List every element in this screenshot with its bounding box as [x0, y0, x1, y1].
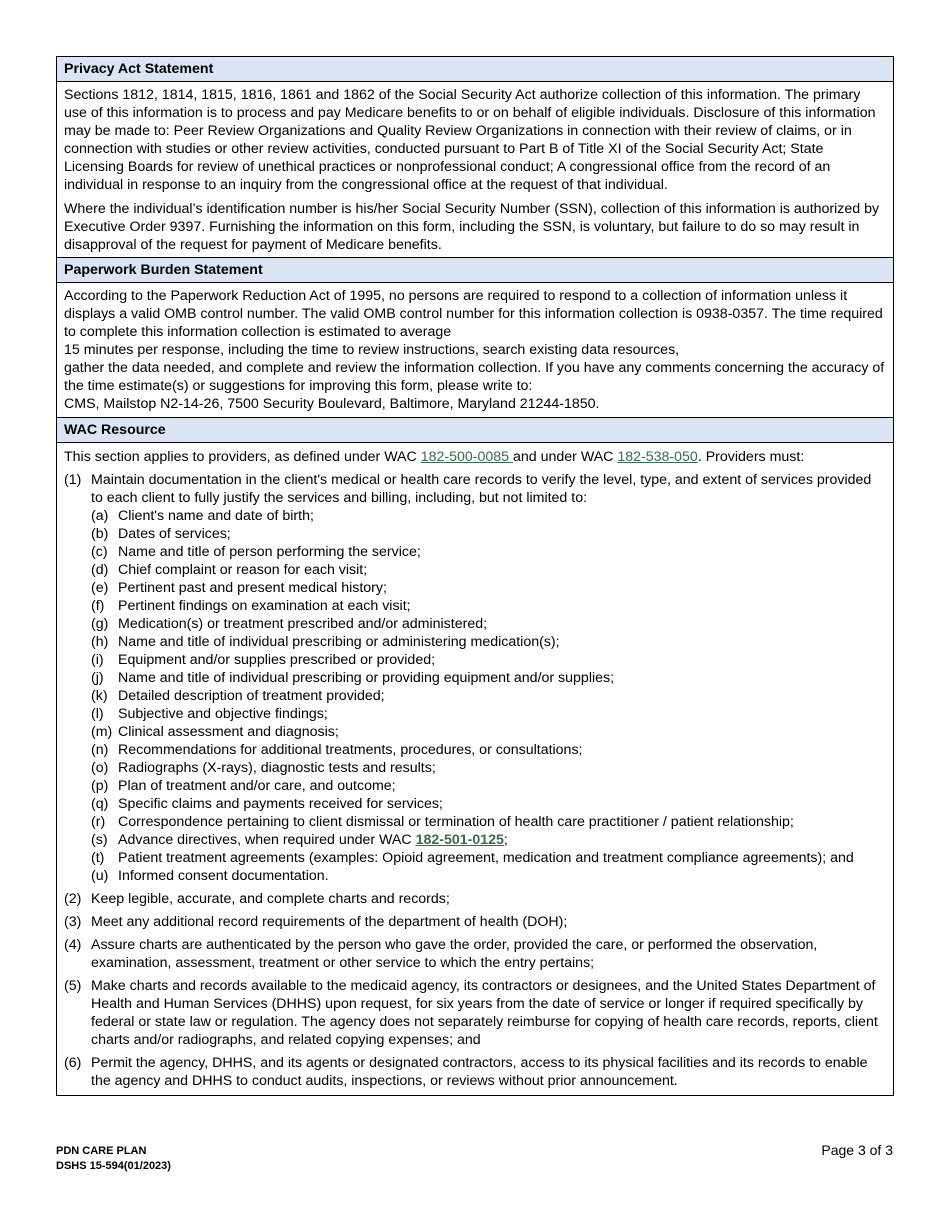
wac-intro-text: This section applies to providers, as defined under WAC — [64, 449, 421, 465]
list-item-text: Assure charts are authenticated by the person who gave the order, provided the care, or performed the observation, examination, assessment, treatment or other service to which the entry pertains; — [91, 937, 818, 971]
sub-item-text: Equipment and/or supplies prescribed or provided; — [118, 652, 436, 668]
sub-item-text: Name and title of individual prescribing or administering medication(s); — [118, 634, 560, 650]
sub-item-text: Name and title of person performing the service; — [118, 544, 421, 560]
list-item-text: Keep legible, accurate, and complete charts and records; — [91, 891, 450, 907]
sub-list-item — [91, 633, 886, 651]
sub-item-text: Pertinent past and present medical history; — [118, 580, 387, 596]
sub-item-text: Informed consent documentation. — [118, 868, 329, 884]
sub-list-item — [91, 525, 886, 543]
sub-item-label: (e) — [91, 580, 109, 596]
sub-item-text: Pertinent findings on examination at each visit; — [118, 598, 411, 614]
wac-link-182-501-0125[interactable]: 182-501-0125 — [415, 832, 504, 848]
wac-intro-text-mid: and under WAC — [513, 449, 618, 465]
sub-item-label: (d) — [91, 562, 109, 578]
sub-item-text: Dates of services; — [118, 526, 231, 542]
wac-intro — [64, 448, 886, 466]
list-item — [64, 471, 886, 885]
sub-list-item — [91, 651, 886, 669]
sub-item-text: Clinical assessment and diagnosis; — [118, 724, 339, 740]
wac-link-182-538-050[interactable]: 182-538-050 — [617, 449, 698, 465]
sub-item-label: (k) — [91, 688, 108, 704]
list-item-number: (4) — [64, 937, 82, 953]
sub-item-label: (u) — [91, 868, 109, 884]
sub-item-label: (q) — [91, 796, 109, 812]
sub-list-item — [91, 669, 886, 687]
sub-item-text: Recommendations for additional treatments, procedures, or consultations; — [118, 742, 583, 758]
sub-item-label: (i) — [91, 652, 104, 668]
paperwork-line-1: According to the Paperwork Reduction Act of 1995, no persons are required to respond to a collection of information unless it displays a valid OMB control number. The valid OMB control number for this information collection is 0938-0357. The time required to complete this information collection is estimated to average — [64, 288, 883, 340]
list-item-number: (1) — [64, 472, 82, 488]
list-item-text: Permit the agency, DHHS, and its agents or designated contractors, access to its physical facilities and its records to enable the agency and DHHS to conduct audits, inspections, or reviews without prior announcement. — [91, 1055, 868, 1089]
sub-item-label: (h) — [91, 634, 109, 650]
wac-resource-header: WAC Resource — [57, 418, 893, 443]
sub-item-text-end: ; — [503, 832, 508, 848]
list-item-text: Meet any additional record requirements of the department of health (DOH); — [91, 914, 568, 930]
sub-item-label: (j) — [91, 670, 104, 686]
wac-intro-text-end: . Providers must: — [697, 449, 805, 465]
form-footer — [56, 1144, 171, 1174]
sub-list-item — [91, 543, 886, 561]
wac-link-182-500-0085[interactable]: 182-500-0085 — [420, 449, 513, 465]
page-number: Page 3 of 3 — [821, 1142, 893, 1158]
sub-list-item — [91, 597, 886, 615]
sub-list-item — [91, 687, 886, 705]
privacy-paragraph-1: Sections 1812, 1814, 1815, 1816, 1861 and 1862 of the Social Security Act authorize collection of this information. The primary use of this information is to process and pay Medicare benefits to or on behalf of eligible individuals. Disclosure of this information may be made to: Peer Review Organizations and Quality Review Organizations in connection with their review of claims, or in connection with studies or other review activities, conducted pursuant to Part B of Title XI of the Social Security Act; State Licensing Boards for review of unethical practices or nonprofessional conduct; A congressional office from the record of an individual in response to an inquiry from the congressional office at the request of that individual. — [64, 87, 876, 193]
sub-list-item — [91, 831, 886, 849]
privacy-paragraph-2: Where the individual’s identification number is his/her Social Security Number (SSN), collection of this information is authorized by Executive Order 9397. Furnishing the information on this form, including the SSN, is voluntary, but failure to do so may result in disapproval of the request for payment of Medicare benefits. — [64, 201, 880, 253]
sub-item-label: (g) — [91, 616, 109, 632]
paperwork-burden-section — [57, 258, 893, 418]
privacy-act-header: Privacy Act Statement — [57, 57, 893, 82]
list-item-number: (5) — [64, 978, 82, 994]
form-content — [56, 56, 894, 1096]
wac-resource-section — [57, 418, 893, 1090]
sub-list-item — [91, 615, 886, 633]
sub-item-text: Medication(s) or treatment prescribed and/or administered; — [118, 616, 488, 632]
privacy-act-section — [57, 57, 893, 258]
sub-list-item — [91, 777, 886, 795]
sub-item-text: Correspondence pertaining to client dismissal or termination of health care practitioner / patient relationship; — [118, 814, 794, 830]
sub-item-text: Plan of treatment and/or care, and outcome; — [118, 778, 396, 794]
list-item — [64, 890, 886, 908]
list-item-number: (2) — [64, 891, 82, 907]
sub-item-label: (n) — [91, 742, 109, 758]
sub-item-label: (o) — [91, 760, 109, 776]
sub-list-item — [91, 795, 886, 813]
sub-item-label: (a) — [91, 508, 109, 524]
list-item-text: Make charts and records available to the medicaid agency, its contractors or designees, and the United States Department of Health and Human Services (DHHS) upon request, for six years from the date of service or longer if required specifically by federal or state law or regulation. The agency does not separately reimburse for copying of health care records, reports, client charts and/or radiographs, and related copying expenses; and — [91, 978, 878, 1048]
sub-list-item — [91, 507, 886, 525]
sub-list-item — [91, 561, 886, 579]
sub-list — [91, 507, 886, 831]
sub-list-item — [91, 813, 886, 831]
sub-list-item — [91, 867, 886, 885]
list-item — [64, 936, 886, 972]
sub-item-text: Advance directives, when required under WAC — [118, 832, 416, 848]
sub-item-label: (l) — [91, 706, 104, 722]
list-item-number: (3) — [64, 914, 82, 930]
paperwork-line-2: 15 minutes per response, including the time to review instructions, search existing data resources, — [64, 342, 680, 358]
sub-item-label: (b) — [91, 526, 109, 542]
sub-list-item — [91, 723, 886, 741]
form-number: DSHS 15-594(01/2023) — [56, 1160, 171, 1172]
sub-list-item — [91, 579, 886, 597]
list-item — [64, 977, 886, 1049]
sub-list-item — [91, 849, 886, 867]
sub-item-text: Chief complaint or reason for each visit; — [118, 562, 368, 578]
sub-item-text: Detailed description of treatment provided; — [118, 688, 385, 704]
list-item-number: (6) — [64, 1055, 82, 1071]
sub-list-item — [91, 741, 886, 759]
sub-item-label: (c) — [91, 544, 108, 560]
sub-item-text: Patient treatment agreements (examples: Opioid agreement, medication and treatment compliance agreements); and — [118, 850, 854, 866]
form-name: PDN CARE PLAN — [56, 1145, 147, 1157]
sub-item-text: Name and title of individual prescribing or providing equipment and/or supplies; — [118, 670, 615, 686]
sub-item-text: Radiographs (X-rays), diagnostic tests and results; — [118, 760, 436, 776]
paperwork-line-4: CMS, Mailstop N2-14-26, 7500 Security Boulevard, Baltimore, Maryland 21244-1850. — [64, 396, 600, 412]
list-item — [64, 913, 886, 931]
sub-list-item — [91, 705, 886, 723]
paperwork-burden-header: Paperwork Burden Statement — [57, 258, 893, 283]
sub-item-label: (t) — [91, 850, 105, 866]
requirements-list — [64, 890, 886, 1090]
sub-list-item — [91, 759, 886, 777]
sub-item-text: Client's name and date of birth; — [118, 508, 314, 524]
sub-item-text: Subjective and objective findings; — [118, 706, 328, 722]
sub-item-label: (p) — [91, 778, 109, 794]
sub-item-label: (m) — [91, 724, 113, 740]
paperwork-line-3: gather the data needed, and complete and review the information collection. If you have any comments concerning the accuracy of the time estimate(s) or suggestions for improving this form, please write to: — [64, 360, 885, 394]
sub-item-label: (s) — [91, 832, 108, 848]
list-item-text: Maintain documentation in the client's medical or health care records to verify the level, type, and extent of services provided to each client to fully justify the services and billing, including, but not limited to: — [91, 472, 872, 506]
sub-item-label: (r) — [91, 814, 106, 830]
sub-item-label: (f) — [91, 598, 105, 614]
list-item — [64, 1054, 886, 1090]
sub-item-text: Specific claims and payments received for services; — [118, 796, 443, 812]
